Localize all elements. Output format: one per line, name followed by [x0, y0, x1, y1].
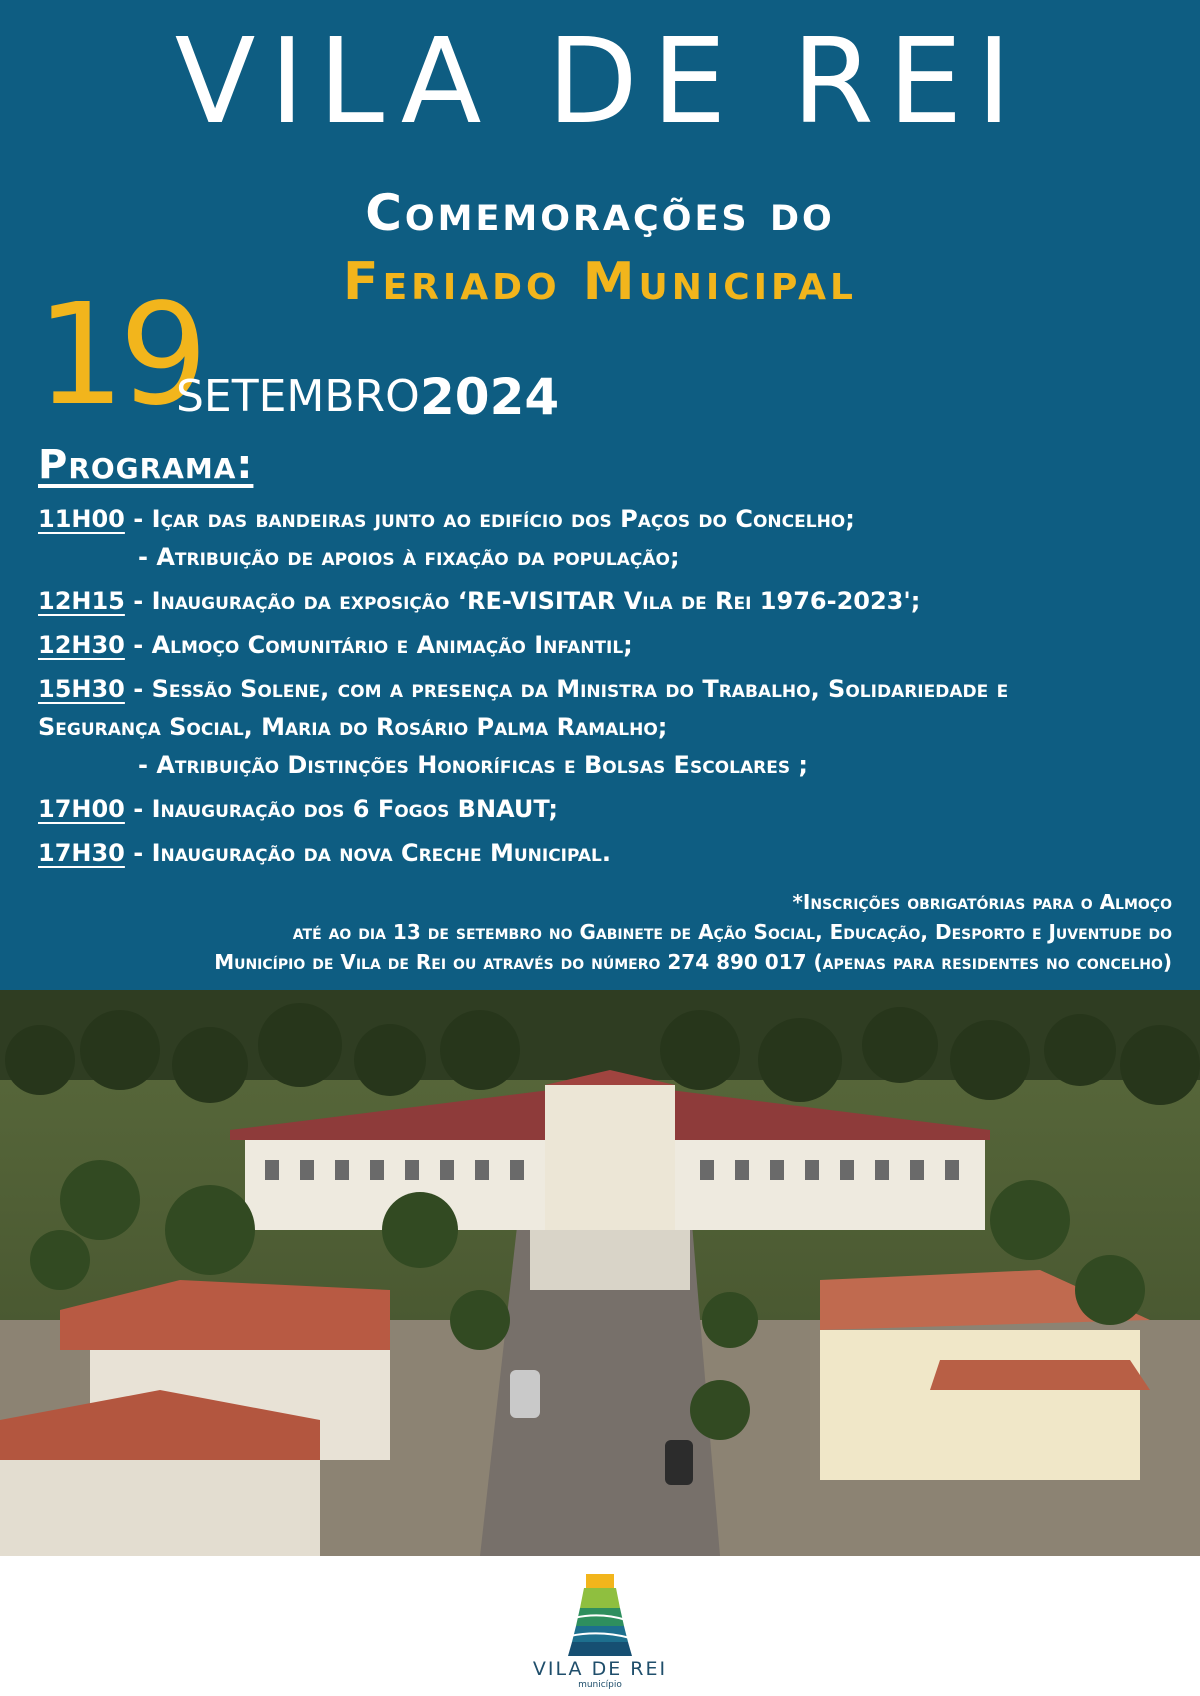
note-line: Município de Vila de Rei ou através do número 274 890 017 (apenas para residentes no concelho) — [214, 950, 1172, 974]
subtitle-commemorations: Comemorações do — [365, 184, 835, 242]
logo-text: VILA DE REI — [532, 1658, 668, 1680]
program-text: - Inauguração dos 6 Fogos BNAUT; — [124, 795, 559, 823]
program-item — [38, 626, 1178, 664]
municipality-logo — [520, 1568, 680, 1688]
logo-subtext: município — [578, 1680, 622, 1690]
program-time: 17H30 — [38, 839, 125, 867]
program-item — [38, 670, 1178, 708]
program-text: - Almoço Comunitário e Animação Infantil; — [124, 631, 633, 659]
program-item — [38, 790, 1178, 828]
program-time: 17H00 — [38, 795, 125, 823]
date-month: SETEMBRO — [176, 371, 420, 422]
note-line: até ao dia 13 de setembro no Gabinete de Ação Social, Educação, Desporto e Juventude do — [292, 920, 1172, 944]
program-text: - Atribuição de apoios à fixação da população; — [138, 543, 680, 571]
program-time: 15H30 — [38, 675, 125, 703]
program-item — [38, 708, 1178, 746]
program-time: 12H15 — [38, 587, 125, 615]
program-text: - Atribuição Distinções Honoríficas e Bolsas Escolares ; — [138, 751, 809, 779]
program-text: - Inauguração da exposição ‘RE-VISITAR Vila de Rei 1976-2023'; — [124, 587, 921, 615]
note-line: *Inscrições obrigatórias para o Almoço — [792, 890, 1172, 914]
program-heading: Programa: — [38, 442, 254, 488]
date-year: 2024 — [420, 368, 560, 426]
subtitle-municipal-holiday: Feriado Municipal — [343, 252, 857, 312]
date-day: 19 — [36, 274, 203, 437]
program-list — [38, 500, 1178, 872]
tower-logo-icon — [520, 1568, 680, 1658]
program-text: - Içar das bandeiras junto ao edifício dos Paços do Concelho; — [124, 505, 855, 533]
registration-note — [32, 887, 1172, 977]
program-item — [38, 582, 1178, 620]
program-item — [38, 834, 1178, 872]
program-text: - Inauguração da nova Creche Municipal. — [124, 839, 611, 867]
program-item — [38, 746, 1178, 784]
program-text: Segurança Social, Maria do Rosário Palma Ramalho; — [38, 713, 668, 741]
poster-title: VILA DE REI — [174, 12, 1026, 150]
program-time: 11H00 — [38, 505, 125, 533]
program-text: - Sessão Solene, com a presença da Ministra do Trabalho, Solidariedade e — [124, 675, 1009, 703]
program-item — [38, 538, 1178, 576]
program-time: 12H30 — [38, 631, 125, 659]
town-hall-aerial-photo — [0, 990, 1200, 1556]
program-item — [38, 500, 1178, 538]
